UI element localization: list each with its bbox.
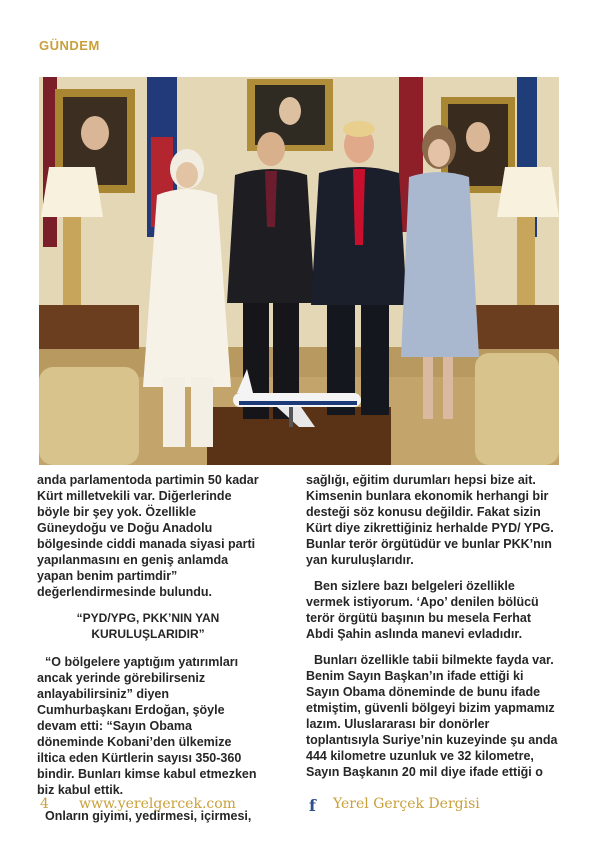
- lamp-right: [497, 167, 559, 217]
- magazine-name: Yerel Gerçek Dergisi: [333, 796, 480, 812]
- paragraph: Onların giyimi, yedirmesi, içirmesi,: [45, 809, 252, 823]
- flag-left: [43, 77, 57, 247]
- section-label: GÜNDEM: [39, 38, 100, 53]
- sofa-right: [475, 353, 559, 465]
- table-right: [469, 305, 559, 349]
- website-link[interactable]: www.yerelgercek.com: [79, 796, 236, 812]
- lamp-left: [41, 167, 103, 217]
- paragraph: Ben sizlere bazı belgeleri özellikle vermek istiyorum. ‘Apo’ denilen bölücü terör örgütü başının bu mesela Ferhat Abdi Şahin aslında manevi evladıdır.: [306, 579, 539, 641]
- article-column-left: [37, 472, 259, 834]
- paragraph: anda parlamentoda partimin 50 kadar Kürt milletvekili var. Diğerlerinde böyle bir şey yok. Özellikle Güneydoğu ve Doğu Anadolu bölgesinde ciddi manada siyasi parti yapılanmasını en geniş anlamda yapan benim partimdir” değerlendirmesinde bulundu.: [37, 473, 259, 599]
- photo-illustration: [39, 77, 559, 465]
- paragraph: Bunları özellikle tabii bilmekte fayda var. Benim Sayın Başkan’ın ifade ettiği ki Sayın Obama döneminde de bunu ifade etmiştim, güvenli bölgeyi bizim yapmamız lazım. Uluslararası bir donörler toplantısıyla Suriye’nin kuzeyinde şu anda 444 kilometre uzunluk ve 32 kilometre, Sayın Başkanın 20 mil diye ifade ettiği o: [306, 653, 558, 779]
- facebook-icon[interactable]: f: [309, 796, 316, 815]
- paragraph: sağlığı, eğitim durumları hepsi bize ait. Kimsenin bunlara ekonomik herhangi bir desteği söz konusu değildir. Fakat sizin Kürt diye zikrettiğiniz herhalde PYD/ YPG. Bunlar terör örgütüdür ve bunlar PKK’nın yan kuruluşlarıdır.: [306, 473, 554, 567]
- cover-photo: [39, 77, 559, 465]
- page-footer: [0, 796, 595, 818]
- page-number: 4: [40, 796, 49, 812]
- article-column-right: [306, 472, 558, 790]
- article-subheading: “PYD/YPG, PKK’NIN YAN KURULUŞLARIDIR”: [76, 611, 220, 641]
- paragraph: “O bölgelere yaptığım yatırımları ancak yerinde görebilirseniz anlayabilirsiniz” diyen Cumhurbaşkanı Erdoğan, şöyle devam etti: “Sayın Obama döneminde Kobani’den ülkemize iltica eden Kürtlerin sayısı 350-360 bindir. Bunları kimse kabul etmezken biz kabul ettik.: [37, 655, 257, 797]
- table-left: [39, 305, 139, 349]
- sofa-left: [39, 367, 139, 465]
